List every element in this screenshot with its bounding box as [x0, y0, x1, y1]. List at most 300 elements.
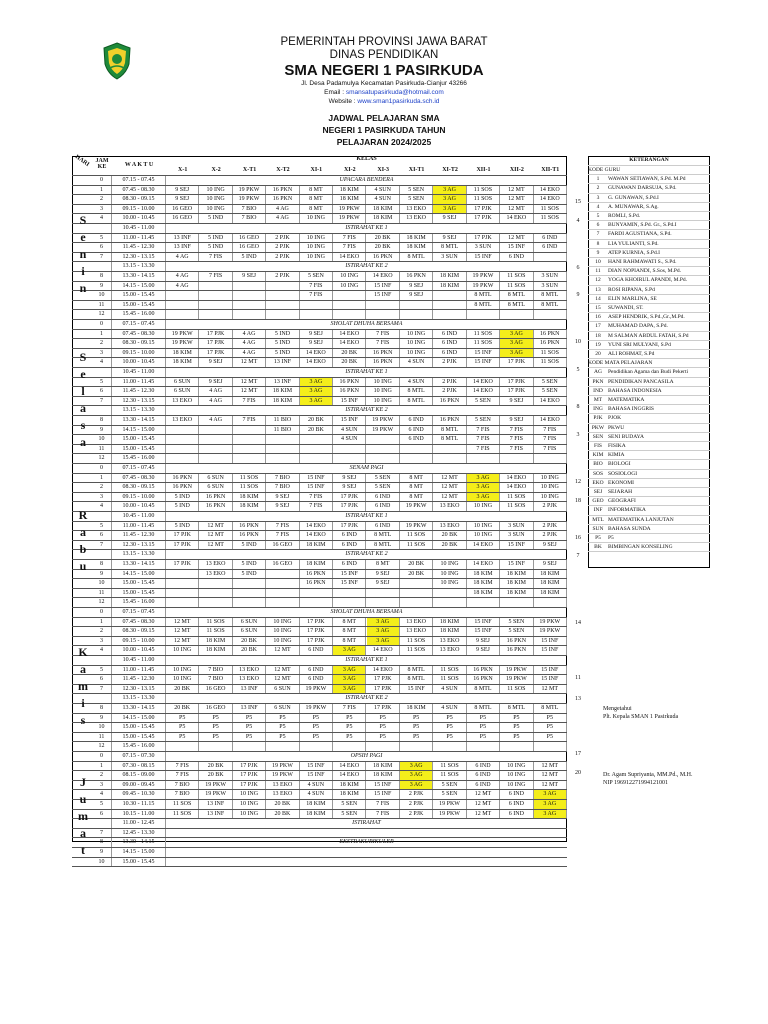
lesson-cell: 17 PJK — [166, 560, 199, 569]
lesson-cell — [266, 589, 299, 598]
subject-row — [588, 451, 710, 460]
waktu-cell: 10.45 - 11.00 — [112, 224, 166, 233]
lesson-cell: 7 FIS — [534, 445, 567, 454]
subject-row — [588, 442, 710, 451]
lesson-cell: 18 KIM — [500, 589, 533, 598]
lesson-cell: 14 EKO — [467, 387, 500, 396]
waktu-cell: 08.30 - 09.15 — [112, 483, 166, 492]
lesson-cell: 18 KIM — [333, 781, 366, 790]
table-row — [72, 522, 567, 532]
subject-row — [588, 396, 710, 405]
jam-ke-cell: 6 — [92, 387, 112, 396]
lesson-cell — [166, 445, 199, 454]
lesson-cell — [300, 435, 333, 444]
lesson-cell — [233, 301, 266, 310]
teacher-row — [588, 350, 710, 359]
lesson-cell: 2 PJK — [266, 234, 299, 243]
waktu-cell: 13.30 - 14.15 — [112, 560, 166, 569]
table-row — [72, 330, 567, 340]
header-waktu: W A K T U — [124, 162, 154, 168]
lesson-cell: 20 BK — [400, 570, 433, 579]
email-link[interactable]: smansatupasirkuda@hotmail.com — [345, 89, 444, 96]
subject-code: ING — [593, 406, 603, 413]
lesson-cell: 15 INF — [333, 416, 366, 425]
lesson-cell: 17 PJK — [333, 502, 366, 511]
lesson-cell — [199, 435, 232, 444]
lesson-cell: 14 EKO — [467, 378, 500, 387]
subject-name: FISIKA — [608, 443, 626, 449]
lesson-cell: 12 MT — [534, 685, 567, 694]
lesson-cell — [500, 598, 533, 607]
lesson-cell: 6 IND — [367, 522, 400, 531]
waktu-cell: 13.30 - 14.15 — [112, 704, 166, 713]
lesson-cell: 18 KIM — [367, 762, 400, 771]
lesson-cell: P5 — [300, 723, 333, 732]
lesson-cell: 18 KIM — [500, 570, 533, 579]
lesson-cell: 9 SEJ — [266, 502, 299, 511]
lesson-cell: 15 INF — [367, 291, 400, 300]
table-row — [72, 368, 567, 378]
lesson-cell: 7 FIS — [534, 435, 567, 444]
lesson-cell: 19 PKW — [333, 205, 366, 214]
table-row — [72, 838, 567, 848]
lesson-cell: P5 — [266, 733, 299, 742]
lesson-cell: 10 ING — [300, 253, 333, 262]
lesson-cell: 19 PKW — [467, 282, 500, 291]
subject-code: PJK — [593, 415, 603, 422]
lesson-cell: P5 — [400, 714, 433, 723]
teacher-name: BUNYAMIN, S.Pd. Gr., S.Pd.I — [608, 222, 677, 229]
teacher-name: ASEP HENDRIK, S.Pd.,Gr.,M.Pd. — [608, 314, 685, 321]
lesson-cell — [333, 454, 366, 463]
lesson-cell: 14 EKO — [367, 666, 400, 675]
lesson-cell: 7 FIS — [166, 771, 199, 780]
lesson-cell: 14 EKO — [300, 522, 333, 531]
lesson-cell: 12 MT — [433, 493, 466, 502]
lesson-cell: 15 INF — [333, 570, 366, 579]
lesson-cell: 13 EKO — [199, 560, 232, 569]
lesson-cell: 8 MT — [300, 186, 333, 195]
lesson-cell: 3 AG — [300, 387, 333, 396]
jam-ke-cell: 6 — [92, 243, 112, 252]
lesson-cell: 16 PKN — [367, 358, 400, 367]
lesson-cell: 15 INF — [500, 243, 533, 252]
lesson-cell: 6 IND — [400, 416, 433, 425]
lesson-cell: 18 KIM — [233, 502, 266, 511]
lesson-cell: 17 PJK — [500, 387, 533, 396]
lesson-cell: 4 SUN — [300, 790, 333, 799]
subject-row — [588, 506, 710, 515]
schedule-event: ISTIRAHAT KE 2 — [345, 695, 388, 702]
jam-ke-cell: 0 — [92, 752, 112, 761]
lesson-cell: 9 SEJ — [367, 579, 400, 588]
lesson-cell: 11 SOS — [199, 618, 232, 627]
lesson-cell: 7 FIS — [367, 339, 400, 348]
jam-ke-cell: 5 — [92, 522, 112, 531]
approval-block — [603, 705, 678, 721]
lesson-cell — [433, 310, 466, 319]
lesson-cell: 12 MT — [500, 205, 533, 214]
waktu-cell: 13.15 - 13.30 — [112, 694, 166, 703]
jam-ke-cell: 0 — [92, 464, 112, 473]
lesson-cell: 11 SOS — [500, 685, 533, 694]
lesson-cell: 16 PKN — [367, 349, 400, 358]
header-class-x-1: X-1 — [178, 167, 188, 173]
header-class-x-2: X-2 — [211, 167, 221, 173]
lesson-cell: 3 AG — [534, 810, 567, 819]
lesson-cell: 13 EKO — [433, 522, 466, 531]
lesson-cell: P5 — [166, 733, 199, 742]
teacher-name: ROMLI, S.Pd. — [608, 213, 641, 219]
lesson-cell: 5 SEN — [400, 186, 433, 195]
header-jam-ke: JAM KE — [95, 158, 109, 170]
teacher-count-value: 15 — [575, 199, 581, 205]
lesson-cell — [367, 589, 400, 598]
jam-ke-cell: 6 — [92, 675, 112, 684]
lesson-cell: 12 MT — [500, 195, 533, 204]
subject-code: BK — [594, 544, 602, 551]
lesson-cell: 9 SEJ — [333, 483, 366, 492]
teacher-number: 3 — [596, 194, 600, 201]
waktu-cell: 15.45 - 16.00 — [112, 598, 166, 607]
teacher-row — [588, 221, 710, 230]
jam-ke-cell: 8 — [92, 838, 112, 847]
schedule-event: ISTIRAHAT KE 2 — [345, 551, 388, 558]
jam-ke-cell: 8 — [92, 416, 112, 425]
jam-ke-cell: 1 — [92, 186, 112, 195]
lesson-cell — [166, 310, 199, 319]
lesson-cell: 7 FIS — [367, 330, 400, 339]
waktu-cell: 09.45 - 10.30 — [112, 790, 166, 799]
lesson-cell: 7 FIS — [500, 435, 533, 444]
lesson-cell: 19 PKW — [467, 272, 500, 281]
lesson-cell — [166, 291, 199, 300]
teacher-number: 4 — [596, 203, 600, 210]
lesson-cell — [166, 579, 199, 588]
lesson-cell: 17 PJK — [467, 234, 500, 243]
lesson-cell: 16 PKN — [333, 378, 366, 387]
lesson-cell: 16 PKN — [467, 675, 500, 684]
jam-ke-cell: 6 — [92, 810, 112, 819]
table-row — [72, 435, 567, 445]
lesson-cell: 16 PKN — [166, 483, 199, 492]
lesson-cell: P5 — [400, 733, 433, 742]
lesson-cell: 6 SUN — [166, 378, 199, 387]
lesson-cell — [534, 454, 567, 463]
subject-name: PKWU — [608, 424, 625, 431]
header-class-xii-1: XII-1 — [476, 167, 491, 173]
table-header-row — [72, 156, 567, 176]
teacher-number: 8 — [596, 240, 600, 247]
legend-header: KETERANGAN — [588, 156, 710, 166]
jam-ke-cell: 7 — [92, 397, 112, 406]
waktu-cell: 12.30 - 13.15 — [112, 397, 166, 406]
approval-title: Plt. Kepala SMAN 1 Pasirkuda — [603, 714, 679, 720]
lesson-cell: 4 AG — [233, 339, 266, 348]
lesson-cell: 4 AG — [266, 214, 299, 223]
jam-ke-cell: 11 — [92, 301, 112, 310]
lesson-cell: P5 — [333, 733, 366, 742]
waktu-cell: 11.45 - 12.30 — [112, 675, 166, 684]
lesson-cell — [199, 598, 232, 607]
lesson-cell — [433, 291, 466, 300]
signatory-name: Dr. Agam Supriyanta, MM.Pd., M.H. — [603, 772, 693, 778]
lesson-cell: 8 MTL — [400, 397, 433, 406]
lesson-cell: 3 AG — [500, 349, 533, 358]
lesson-cell: 17 PJK — [166, 541, 199, 550]
lesson-cell: 10 ING — [166, 666, 199, 675]
jam-ke-cell: 10 — [92, 723, 112, 732]
lesson-cell: 6 IND — [333, 541, 366, 550]
lesson-cell: 10 ING — [266, 627, 299, 636]
lesson-cell: 5 IND — [233, 560, 266, 569]
lesson-cell: 9 SEJ — [333, 474, 366, 483]
lesson-cell: 5 SEN — [534, 378, 567, 387]
lesson-cell: P5 — [233, 714, 266, 723]
table-row — [72, 819, 567, 829]
lesson-cell: 10 ING — [367, 387, 400, 396]
lesson-cell: 12 MT — [534, 762, 567, 771]
subject-code: SUN — [592, 525, 604, 532]
jam-ke-cell: 12 — [92, 598, 112, 607]
lesson-cell: 19 PKW — [500, 666, 533, 675]
lesson-cell — [300, 445, 333, 454]
lesson-cell: 9 SEJ — [233, 272, 266, 281]
lesson-cell — [433, 742, 466, 751]
day-label-rabu: Rabu — [76, 508, 90, 576]
table-row — [72, 205, 567, 215]
table-row — [72, 550, 567, 560]
lesson-cell: 5 SEN — [467, 397, 500, 406]
lesson-cell: 14 EKO — [300, 349, 333, 358]
lesson-cell: 16 PKN — [266, 186, 299, 195]
lesson-cell: 10 ING — [467, 502, 500, 511]
lesson-cell: 12 MT — [467, 810, 500, 819]
lesson-cell — [400, 589, 433, 598]
lesson-cell: 3 AG — [400, 762, 433, 771]
lesson-cell — [233, 282, 266, 291]
lesson-cell: 18 KIM — [333, 186, 366, 195]
jam-ke-cell: 7 — [92, 685, 112, 694]
teacher-name: GUNAWAN DARSUJA, S.Pd. — [608, 185, 677, 192]
waktu-cell: 11.00 - 12.45 — [112, 819, 166, 828]
website-link[interactable]: www.sman1pasirkuda.sch.id — [357, 98, 440, 105]
subject-code: GEO — [592, 498, 604, 505]
jam-ke-cell: 1 — [92, 474, 112, 483]
lesson-cell: 18 KIM — [467, 589, 500, 598]
lesson-cell: 19 PKW — [534, 627, 567, 636]
lesson-cell: 8 MTL — [367, 531, 400, 540]
lesson-cell: 10 ING — [266, 637, 299, 646]
lesson-cell: 11 BIO — [266, 426, 299, 435]
subject-code: PKN — [592, 378, 604, 385]
table-row — [72, 502, 567, 512]
lesson-cell: 7 BIO — [233, 214, 266, 223]
lesson-cell: 6 IND — [500, 253, 533, 262]
lesson-cell — [400, 310, 433, 319]
lesson-cell: 20 BK — [367, 243, 400, 252]
lesson-cell: 14 EKO — [534, 397, 567, 406]
lesson-cell: 16 PKN — [433, 416, 466, 425]
lesson-cell: 16 PKN — [500, 646, 533, 655]
lesson-cell: 9 SEJ — [500, 397, 533, 406]
lesson-cell: 3 AG — [433, 195, 466, 204]
subject-code: AG — [594, 369, 602, 376]
lesson-cell: 4 SUN — [433, 685, 466, 694]
lesson-cell: 9 SEJ — [300, 339, 333, 348]
teacher-count-value: 18 — [575, 498, 581, 504]
lesson-cell: 6 SUN — [266, 685, 299, 694]
teacher-count-value: 13 — [575, 696, 581, 702]
lesson-cell: 16 PKN — [233, 531, 266, 540]
lesson-cell: 10 ING — [166, 646, 199, 655]
lesson-cell: 11 SOS — [166, 810, 199, 819]
lesson-cell: 8 MTL — [433, 426, 466, 435]
lesson-cell: 7 FIS — [300, 282, 333, 291]
lesson-cell: 11 SOS — [166, 800, 199, 809]
lesson-cell: 10 ING — [433, 579, 466, 588]
teacher-row — [588, 203, 710, 212]
lesson-cell: 10 ING — [333, 282, 366, 291]
lesson-cell: 4 SUN — [400, 378, 433, 387]
lesson-cell — [233, 310, 266, 319]
lesson-cell: 7 BIO — [266, 474, 299, 483]
lesson-cell — [367, 301, 400, 310]
jam-ke-cell: 4 — [92, 790, 112, 799]
lesson-cell: 3 AG — [367, 618, 400, 627]
lesson-cell — [233, 742, 266, 751]
subject-name: Pendidikan Agama dan Budi Pekerti — [608, 369, 689, 376]
waktu-cell: 15.00 - 15.45 — [112, 858, 166, 867]
lesson-cell: 14 EKO — [333, 253, 366, 262]
lesson-cell: 7 FIS — [333, 234, 366, 243]
lesson-cell: 11 SOS — [500, 493, 533, 502]
lesson-cell: 9 SEJ — [400, 291, 433, 300]
subject-code: MT — [593, 397, 603, 403]
lesson-cell: 18 KIM — [367, 214, 400, 223]
lesson-cell: 13 EKO — [233, 675, 266, 684]
subject-name: GEOGRAFI — [608, 498, 636, 505]
lesson-cell: 5 SEN — [500, 627, 533, 636]
lesson-cell: 5 SEN — [433, 781, 466, 790]
lesson-cell: 11 SOS — [433, 771, 466, 780]
lesson-cell: 11 SOS — [534, 214, 567, 223]
lesson-cell: 8 MT — [400, 474, 433, 483]
lesson-cell: 8 MTL — [467, 704, 500, 713]
lesson-cell: 16 PKN — [534, 330, 567, 339]
jam-ke-cell: 11 — [92, 445, 112, 454]
teacher-number: 6 — [596, 222, 600, 229]
lesson-cell: P5 — [367, 714, 400, 723]
lesson-cell: 15 INF — [467, 349, 500, 358]
lesson-cell — [199, 445, 232, 454]
lesson-cell: 11 SOS — [534, 205, 567, 214]
lesson-cell: 14 EKO — [467, 560, 500, 569]
lesson-cell: 18 KIM — [199, 646, 232, 655]
lesson-cell: 3 SUN — [433, 253, 466, 262]
lesson-cell: 19 PKW — [199, 790, 232, 799]
lesson-cell: 5 IND — [266, 330, 299, 339]
lesson-cell: 11 SOS — [500, 272, 533, 281]
lesson-cell: 8 MTL — [534, 704, 567, 713]
jam-ke-cell: 4 — [92, 502, 112, 511]
waktu-cell: 07.45 - 08.30 — [112, 186, 166, 195]
lesson-cell: 8 MTL — [500, 291, 533, 300]
lesson-cell: 18 KIM — [333, 790, 366, 799]
lesson-cell: 5 SEN — [500, 618, 533, 627]
lesson-cell: 17 PJK — [199, 339, 232, 348]
lesson-cell: 15 INF — [300, 483, 333, 492]
lesson-cell: 18 KIM — [534, 589, 567, 598]
table-row — [72, 848, 567, 858]
lesson-cell: 12 MT — [233, 358, 266, 367]
subject-name: BIMBINGAN KONSELING — [608, 544, 673, 551]
lesson-cell: P5 — [534, 714, 567, 723]
lesson-cell: 3 AG — [467, 483, 500, 492]
table-row — [72, 810, 567, 820]
table-row — [72, 282, 567, 292]
jam-ke-cell: 7 — [92, 253, 112, 262]
waktu-cell: 12.30 - 13.15 — [112, 685, 166, 694]
lesson-cell: 9 SEJ — [266, 493, 299, 502]
header-class-xi-1: XI-1 — [310, 167, 323, 173]
teacher-row — [588, 249, 710, 258]
header-class-xi-t1: XI-T1 — [408, 167, 425, 173]
lesson-cell: 7 FIS — [467, 426, 500, 435]
lesson-cell: 8 MTL — [400, 666, 433, 675]
lesson-cell: 16 PKN — [166, 474, 199, 483]
lesson-cell: P5 — [199, 714, 232, 723]
lesson-cell: P5 — [233, 723, 266, 732]
jam-ke-cell: 8 — [92, 272, 112, 281]
lesson-cell: 13 EKO — [400, 618, 433, 627]
lesson-cell: 4 AG — [199, 387, 232, 396]
lesson-cell — [333, 742, 366, 751]
waktu-cell: 14.15 - 15.00 — [112, 848, 166, 857]
table-row — [72, 646, 567, 656]
lesson-cell: 7 FIS — [300, 493, 333, 502]
lesson-cell — [400, 598, 433, 607]
lesson-cell: 18 KIM — [400, 234, 433, 243]
lesson-cell: 10 ING — [333, 272, 366, 281]
lesson-cell — [500, 742, 533, 751]
lesson-cell — [199, 301, 232, 310]
lesson-cell: 15 INF — [333, 397, 366, 406]
teacher-number: 20 — [595, 351, 601, 357]
lesson-cell: 4 SUN — [333, 435, 366, 444]
lesson-cell: 16 GEO — [166, 205, 199, 214]
lesson-cell — [534, 598, 567, 607]
lesson-cell: 18 KIM — [300, 810, 333, 819]
lesson-cell: 14 EKO — [333, 330, 366, 339]
lesson-cell: 3 AG — [333, 675, 366, 684]
lesson-cell: 19 PKW — [433, 800, 466, 809]
lesson-cell: 3 AG — [433, 186, 466, 195]
lesson-cell: 2 PJK — [433, 387, 466, 396]
subject-name: SOSIOLOGI — [608, 470, 638, 477]
waktu-cell: 11.00 - 11.45 — [112, 378, 166, 387]
jam-ke-cell: 9 — [92, 570, 112, 579]
jam-ke-cell: 0 — [92, 176, 112, 185]
lesson-cell: 16 PKN — [300, 579, 333, 588]
lesson-cell: 9 SEJ — [433, 234, 466, 243]
subject-name: BIOLOGI — [608, 461, 631, 468]
kode-mapel-label: KODE MATA PELAJARAN — [588, 359, 710, 368]
lesson-cell: 18 KIM — [467, 570, 500, 579]
lesson-cell: 10 ING — [300, 234, 333, 243]
table-row — [72, 675, 567, 685]
lesson-cell — [467, 454, 500, 463]
